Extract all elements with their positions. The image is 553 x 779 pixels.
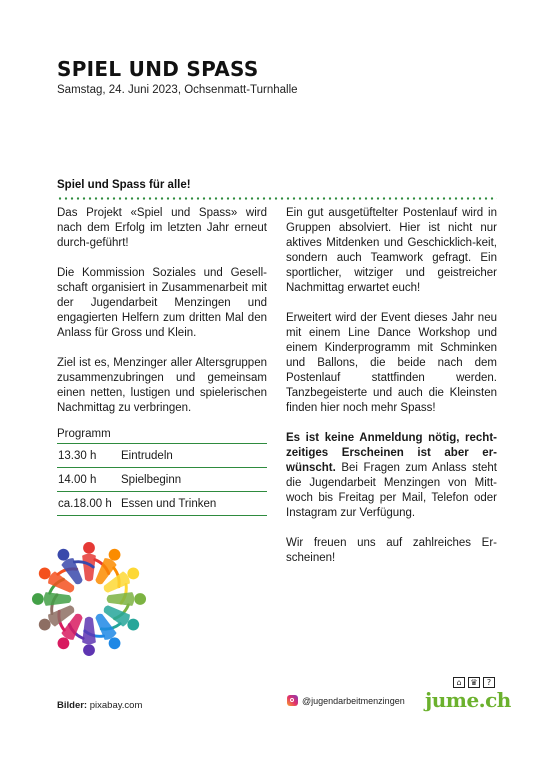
program-time: 14.00 h (57, 468, 121, 492)
people-circle-illustration (30, 540, 148, 658)
organizer-paragraph: Die Kommission Soziales und Gesell-schaft organisiert in Zusammenarbeit mit der Jugendarbeit Menzingen und engagierten Helfern zum dritten Mal den Anlass für Gross und Klein. (57, 267, 267, 339)
goal-paragraph: Ziel ist es, Menzinger aller Altersgruppen zusammenzubringen und gemeinsam einen netten, lustigen und spielerischen Nachmittag zu verbringen. (57, 357, 267, 414)
program-item: Eintrudeln (121, 444, 267, 468)
house-icon: ⌂ (453, 677, 465, 688)
section-heading: Spiel und Spass für alle! (57, 179, 191, 191)
logo-icons (453, 677, 495, 688)
program-time: 13.30 h (57, 444, 121, 468)
program-item: Essen und Trinken (121, 492, 267, 516)
instagram-handle: @jugendarbeitmenzingen (302, 695, 405, 706)
event-date-location: Samstag, 24. Juni 2023, Ochsenmatt-Turnhalle (57, 84, 298, 96)
event-extension-paragraph: Erweitert wird der Event dieses Jahr neu mit einem Line Dance Workshop und einem Kinderprogramm mit Schminken und Ballons, die beide nach dem Postenlauf stattfinden werden. Tanzbegeisterte und auch die Kleinsten finden hier noch mehr Spass! (286, 312, 497, 414)
program-item: Spielbeginn (121, 468, 267, 492)
postenlauf-paragraph: Ein gut ausgetüftelter Postenlauf wird in Gruppen absolviert. Hier ist nicht nur aktives Mitdenken und Geschicklich-keit, sondern auch Teamwork gefragt. Ein sportlicher, witziger und geistreicher Nachmittag erwartet euch! (286, 207, 497, 294)
page-title: SPIEL UND SPASS (57, 57, 259, 81)
contact-info: Bei Fragen zum Anlass steht die Jugendarbeit Menzingen von Mitt-woch bis Freitag per Mail, Telefon oder Instagram zur Verfügung. (286, 462, 497, 519)
registration-paragraph (286, 431, 497, 521)
program-time: ca.18.00 h (57, 492, 121, 516)
instagram-link[interactable] (287, 695, 405, 706)
program-title: Programm (57, 428, 111, 440)
credits-label: Bilder: (57, 700, 88, 711)
crown-icon: ♛ (468, 677, 480, 688)
intro-paragraph: Das Projekt «Spiel und Spass» wird nach dem Erfolg im letzten Jahr erneut durch-geführt! (57, 207, 267, 249)
instagram-icon (287, 695, 298, 706)
jume-logo: jume.ch (425, 688, 511, 712)
image-credits (57, 700, 142, 711)
table-row (57, 468, 267, 492)
left-column (57, 206, 267, 416)
question-icon: ? (483, 677, 495, 688)
table-row (57, 492, 267, 516)
table-row (57, 444, 267, 468)
dotted-divider (57, 197, 497, 200)
credits-value: pixabay.com (87, 700, 143, 711)
registration-note: Es ist keine Anmeldung nötig, recht-zeitiges Erscheinen ist aber er-wünscht. (286, 432, 497, 474)
closing-paragraph: Wir freuen uns auf zahlreiches Er-scheinen! (286, 537, 497, 564)
program-table (57, 443, 267, 516)
right-column (286, 206, 497, 566)
